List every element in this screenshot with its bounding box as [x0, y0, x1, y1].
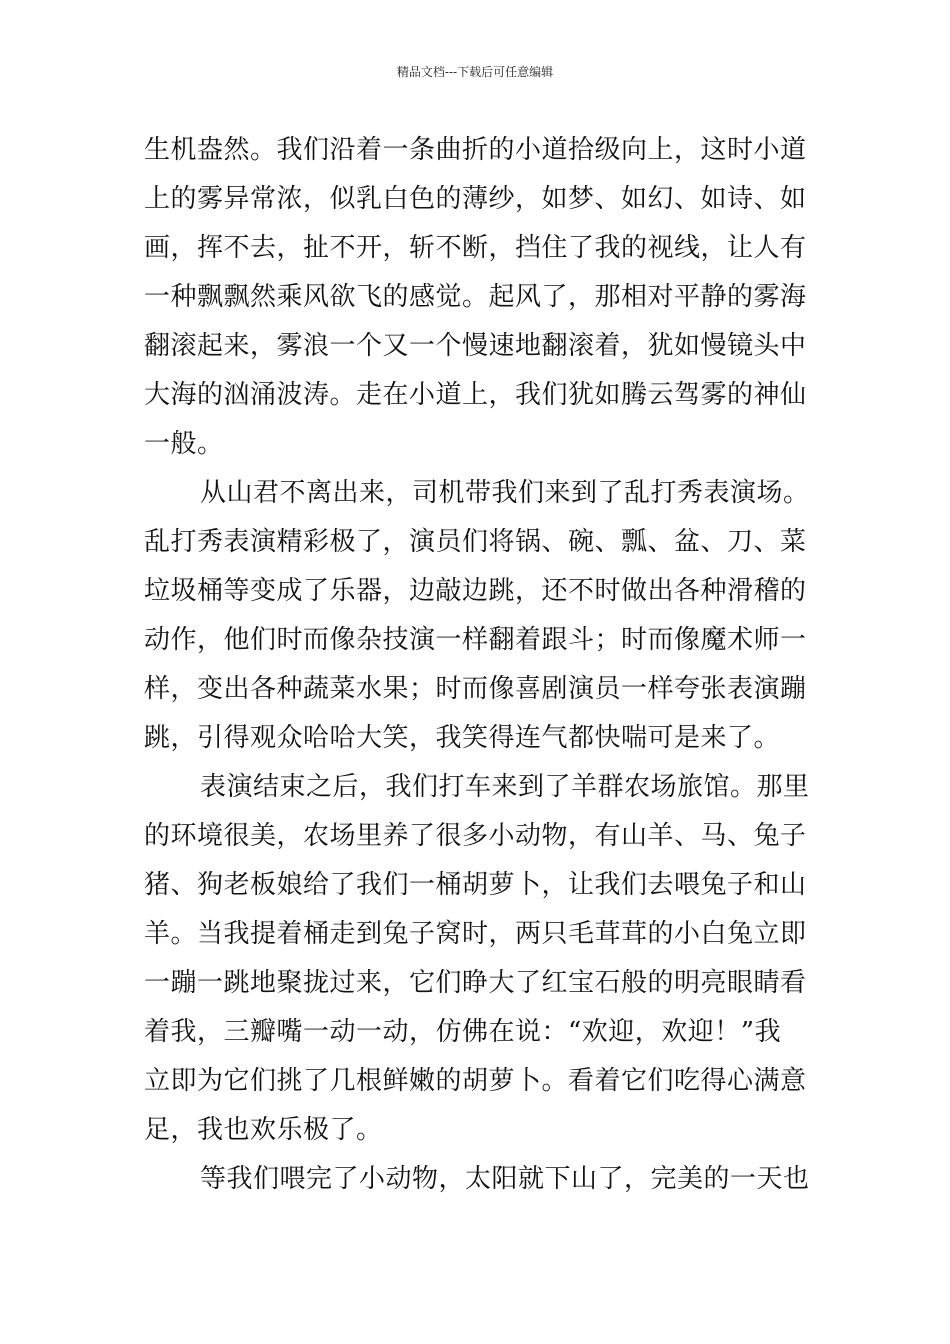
paragraph-3	[144, 763, 808, 1155]
text-line: 样，变出各种蔬菜水果；时而像喜剧演员一样夸张表演蹦	[144, 674, 807, 704]
text-line: 乱打秀表演精彩极了，演员们将锅、碗、瓢、盆、刀、菜	[144, 527, 807, 557]
text-line: 大海的汹涌波涛。走在小道上，我们犹如腾云驾雾的神仙	[144, 380, 807, 410]
text-line: 生机盎然。我们沿着一条曲折的小道拾级向上，这时小道	[144, 135, 807, 165]
text-line: 的环境很美，农场里养了很多小动物，有山羊、马、兔子	[144, 821, 807, 851]
paragraph-4	[144, 1155, 808, 1204]
text-line: 翻滚起来，雾浪一个又一个慢速地翻滚着，犹如慢镜头中	[144, 331, 807, 361]
text-line: 着我，三瓣嘴一动一动，仿佛在说：“欢迎，欢迎！”我	[144, 1017, 782, 1047]
text-line: 动作，他们时而像杂技演一样翻着跟斗；时而像魔术师一	[144, 625, 807, 655]
text-line: 跳，引得观众哈哈大笑，我笑得连气都快喘可是来了。	[144, 723, 781, 753]
text-line: 上的雾异常浓，似乳白色的薄纱，如梦、如幻、如诗、如	[144, 184, 807, 214]
text-line: 画，挥不去，扯不开，斩不断，挡住了我的视线，让人有	[144, 233, 807, 263]
paragraph-2	[144, 469, 808, 763]
text-line: 羊。当我提着桶走到兔子窝时，两只毛茸茸的小白兔立即	[144, 919, 807, 949]
text-line: 猪、狗老板娘给了我们一桶胡萝卜，让我们去喂兔子和山	[144, 870, 807, 900]
paragraph-1	[144, 126, 808, 469]
text-line: 等我们喂完了小动物，太阳就下山了，完美的一天也	[200, 1164, 810, 1194]
text-line: 表演结束之后，我们打车来到了羊群农场旅馆。那里	[200, 772, 810, 802]
text-line: 立即为它们挑了几根鲜嫩的胡萝卜。看着它们吃得心满意	[144, 1066, 807, 1096]
text-line: 足，我也欢乐极了。	[144, 1115, 383, 1145]
text-line: 一蹦一跳地聚拢过来，它们睁大了红宝石般的明亮眼睛看	[144, 968, 807, 998]
text-line: 一种飘飘然乘风欲飞的感觉。起风了，那相对平静的雾海	[144, 282, 807, 312]
page-header: 精品文档---下载后可任意编辑	[396, 65, 554, 79]
body-text	[144, 126, 808, 1204]
text-line: 从山君不离出来，司机带我们来到了乱打秀表演场。	[200, 478, 810, 508]
text-line: 垃圾桶等变成了乐器，边敲边跳，还不时做出各种滑稽的	[144, 576, 807, 606]
text-line: 一般。	[144, 429, 224, 459]
